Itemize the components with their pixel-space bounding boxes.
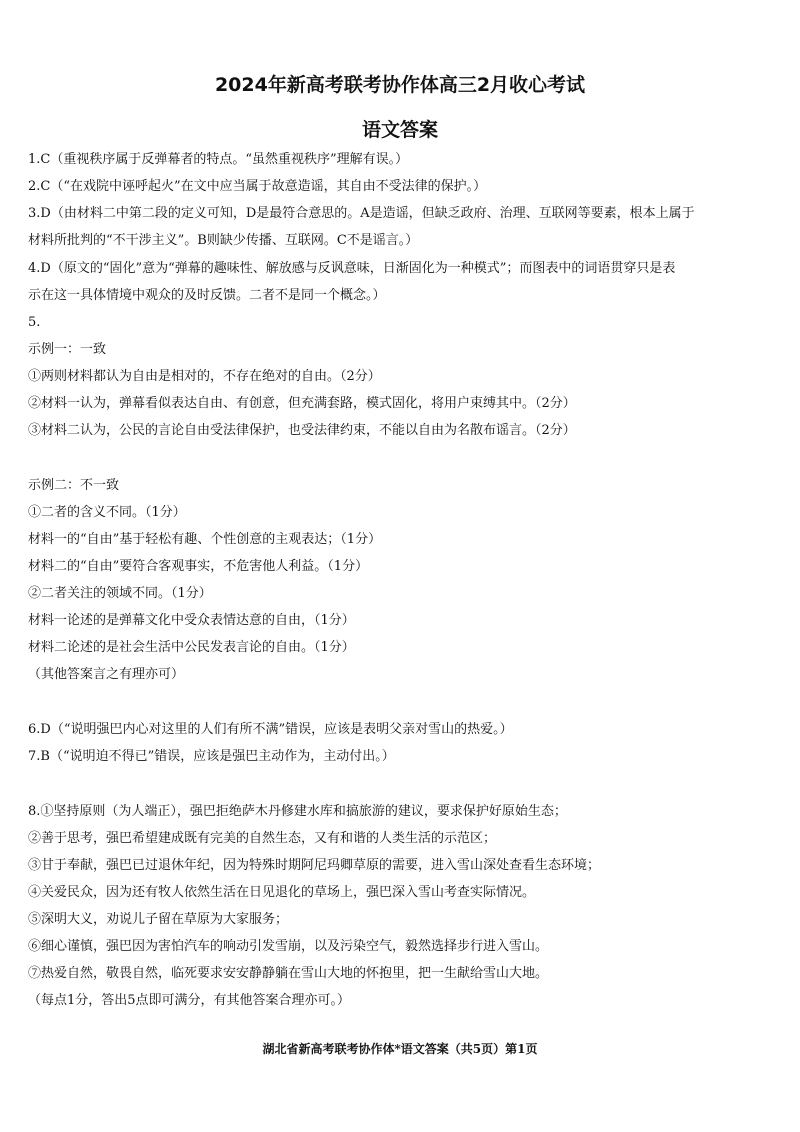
- text-line: 材料一的“自由”基于轻松有趣、个性创意的主观表达；（1分）: [28, 532, 382, 547]
- text-line: 材料一论述的是弹幕文化中受众表情达意的自由，（1分）: [28, 613, 355, 628]
- text-line: 3.D（由材料二中第二段的定义可知，D是最符合意思的。A是造谣，但缺乏政府、治理、互联网等要素，根本上属于: [28, 206, 695, 221]
- text-line: （其他答案言之有理亦可）: [28, 667, 185, 682]
- text-line: ②二者关注的领域不同。（1分）: [28, 586, 212, 601]
- text-line: 1.C（重视秩序属于反弹幕者的特点。“虽然重视秩序”理解有误。）: [28, 152, 409, 167]
- text-line: ④关爱民众，因为还有牧人依然生活在日见退化的草场上，强巴深入雪山考查实际情况。: [28, 885, 536, 900]
- text-line: 7.B（“说明迫不得已”错误，应该是强巴主动作为，主动付出。）: [28, 749, 395, 764]
- page-footer: 湖北省新高考联考协作体*语文答案（共5页）第1页: [262, 1042, 538, 1056]
- text-line: ③材料二认为，公民的言论自由受法律保护，也受法律约束，不能以自由为名散布谣言。（2分）: [28, 423, 576, 438]
- text-line: 8.①坚持原则（为人端正），强巴拒绝萨木丹修建水库和搞旅游的建议，要求保护好原始生态；: [28, 804, 567, 819]
- text-line: ②善于思考，强巴希望建成既有完美的自然生态，又有和谐的人类生活的示范区；: [28, 831, 497, 846]
- text-line: 5.: [28, 315, 41, 330]
- text-line: （每点1分，答出5点即可满分，有其他答案合理亦可。）: [28, 993, 351, 1008]
- page-subtitle: 语文答案: [361, 119, 438, 141]
- text-line: ⑦热爱自然，敬畏自然，临死要求安安静静躺在雪山大地的怀抱里，把一生献给雪山大地。: [28, 966, 549, 981]
- text-line: 示例一：一致: [28, 342, 107, 357]
- text-line: 材料所批判的“不干涉主义”。B则缺少传播、互联网。C不是谣言。）: [28, 233, 419, 248]
- text-line: ①二者的含义不同。（1分）: [28, 505, 186, 520]
- text-line: 4.D（原文的“固化”意为“弹幕的趣味性、解放感与反讽意味，日渐固化为一种模式”；而图表中的词语贯穿只是表: [28, 261, 676, 276]
- text-line: ⑤深明大义，劝说儿子留在草原为大家服务；: [28, 912, 289, 927]
- text-line: ③甘于奉献，强巴已过退休年纪，因为特殊时期阿尼玛卿草原的需要，进入雪山深处查看生态环境；: [28, 858, 601, 873]
- text-line: ②材料一认为，弹幕看似表达自由、有创意，但充满套路，模式固化，将用户束缚其中。（2分）: [28, 396, 576, 411]
- text-line: 6.D（“说明强巴内心对这里的人们有所不满”错误，应该是表明父亲对雪山的热爱。）: [28, 722, 513, 737]
- text-line: ⑥细心谨慎，强巴因为害怕汽车的响动引发雪崩，以及污染空气，毅然选择步行进入雪山。: [28, 939, 549, 954]
- text-line: ①两则材料都认为自由是相对的，不存在绝对的自由。（2分）: [28, 369, 381, 384]
- text-line: 2.C（“在戏院中诬呼起火”在文中应当属于故意造谣，其自由不受法律的保护。）: [28, 179, 487, 194]
- text-line: 材料二的“自由”要符合客观事实，不危害他人利益。（1分）: [28, 559, 369, 574]
- text-line: 示例二：不一致: [28, 478, 120, 493]
- text-line: 示在这一具体情境中观众的及时反馈。二者不是同一个概念。）: [28, 288, 386, 303]
- text-line: 材料二论述的是社会生活中公民发表言论的自由。（1分）: [28, 640, 355, 655]
- page-title: 2024年新高考联考协作体高三2月收心考试: [214, 74, 586, 96]
